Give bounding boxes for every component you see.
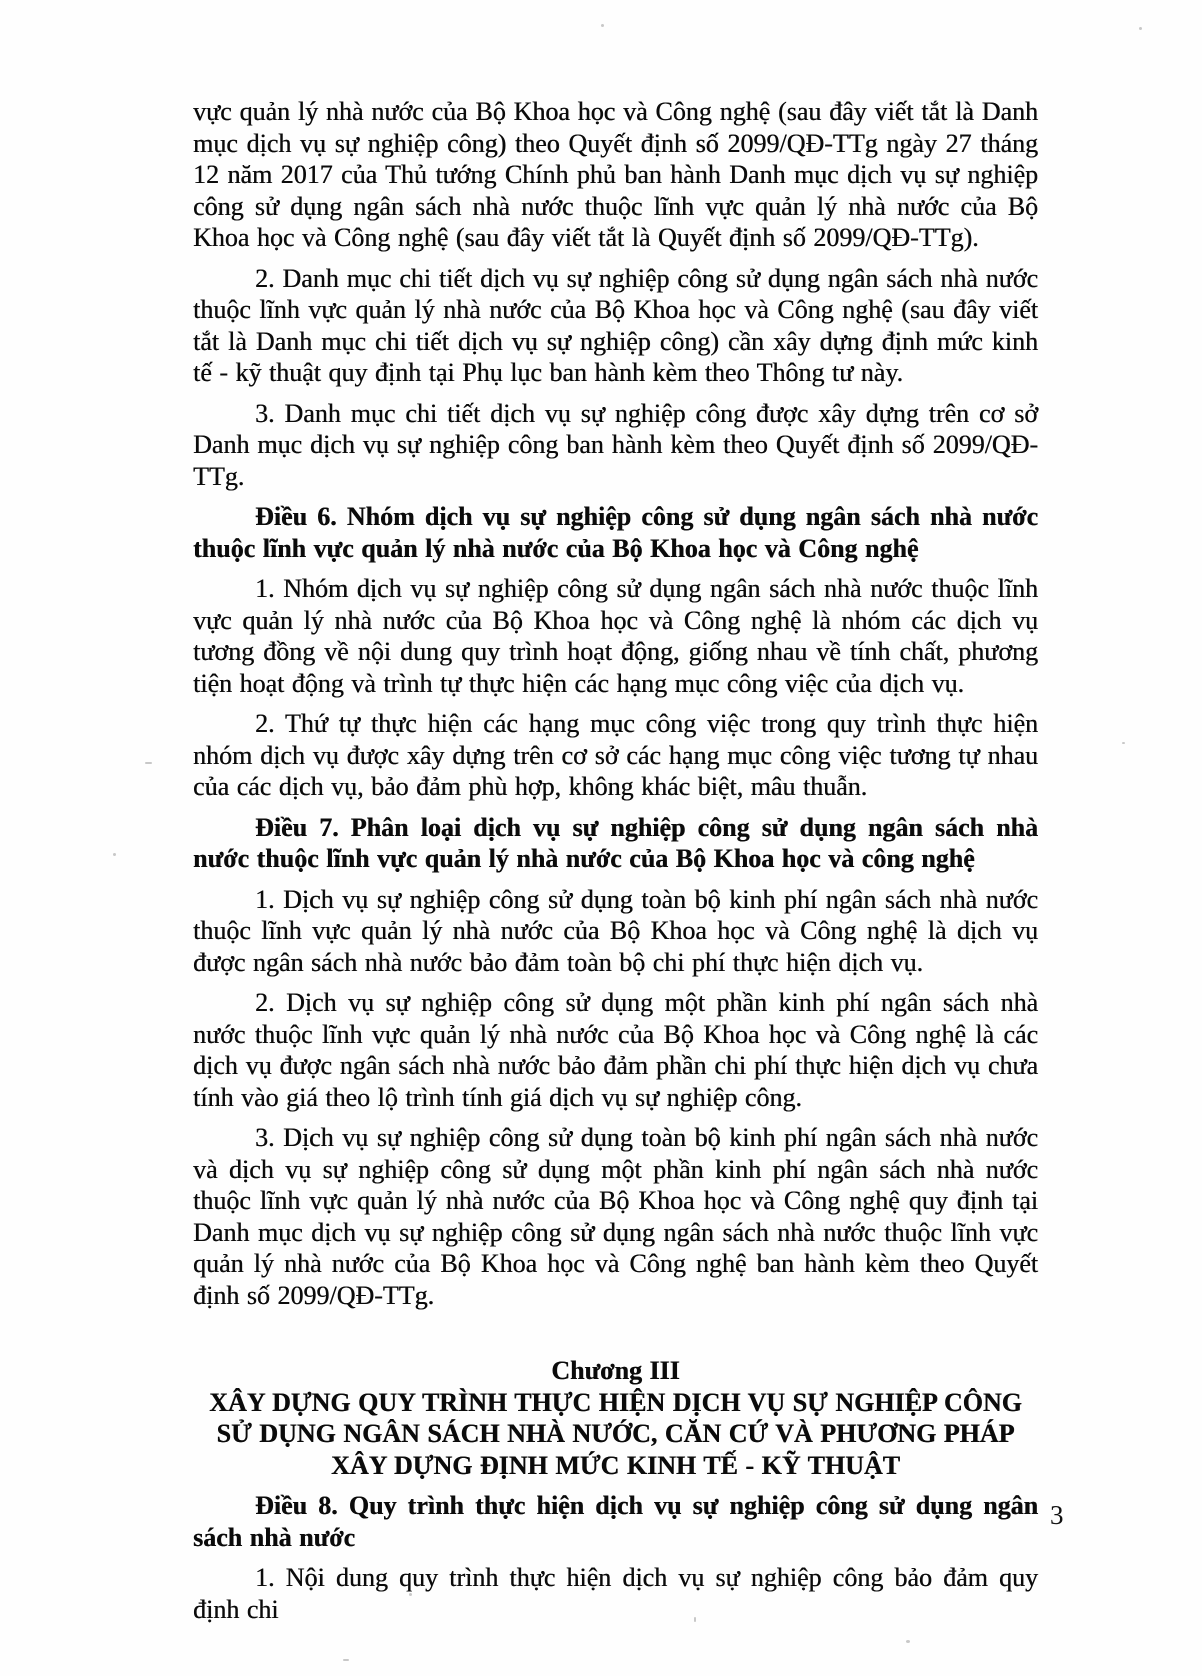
page-number: 3 — [1050, 1500, 1064, 1530]
scan-speck — [145, 762, 152, 764]
scan-speck — [1139, 27, 1142, 30]
article-7-clause-2: 2. Dịch vụ sự nghiệp công sử dụng một phần kinh phí ngân sách nhà nước thuộc lĩnh vực quản lý nhà nước của Bộ Khoa học và Công nghệ là các dịch vụ được ngân sách nhà nước bảo đảm phần chi phí thực hiện dịch vụ chưa tính vào giá theo lộ trình tính giá dịch vụ sự nghiệp công. — [193, 988, 1038, 1112]
scan-speck — [113, 853, 116, 856]
article-6-clause-2: 2. Thứ tự thực hiện các hạng mục công việc trong quy trình thực hiện nhóm dịch vụ được xây dựng trên cơ sở các hạng mục công việc tương tự nhau của các dịch vụ, bảo đảm phù hợp, không khác biệt, mâu thuẫn. — [193, 709, 1038, 801]
paragraph-item-2: 2. Danh mục chi tiết dịch vụ sự nghiệp công sử dụng ngân sách nhà nước thuộc lĩnh vực quản lý nhà nước của Bộ Khoa học và Công nghệ (sau đây viết tắt là Danh mục chi tiết dịch vụ sự nghiệp công) cần xây dựng định mức kinh tế - kỹ thuật quy định tại Phụ lục ban hành kèm theo Thông tư này. — [193, 263, 1038, 387]
scan-speck — [343, 1659, 349, 1661]
article-7-clause-1: 1. Dịch vụ sự nghiệp công sử dụng toàn bộ kinh phí ngân sách nhà nước thuộc lĩnh vực quản lý nhà nước của Bộ Khoa học và Công nghệ là dịch vụ được ngân sách nhà nước bảo đảm toàn bộ chi phí thực hiện dịch vụ. — [193, 884, 1038, 977]
chapter-3-title: XÂY DỰNG QUY TRÌNH THỰC HIỆN DỊCH VỤ SỰ NGHIỆP CÔNG SỬ DỤNG NGÂN SÁCH NHÀ NƯỚC, CĂN CỨ VÀ PHƯƠNG PHÁP XÂY DỰNG ĐỊNH MỨC KINH TẾ - KỸ THUẬT — [209, 1387, 1022, 1480]
document-text-block — [193, 96, 1038, 1634]
article-7-heading: Điều 7. Phân loại dịch vụ sự nghiệp công sử dụng ngân sách nhà nước thuộc lĩnh vực quản lý nhà nước của Bộ Khoa học và công nghệ — [193, 812, 1038, 873]
paragraph-item-3: 3. Danh mục chi tiết dịch vụ sự nghiệp công được xây dựng trên cơ sở Danh mục dịch vụ sự nghiệp công ban hành kèm theo Quyết định số 2099/QĐ-TTg. — [193, 398, 1038, 491]
paragraph-continuation: vực quản lý nhà nước của Bộ Khoa học và Công nghệ (sau đây viết tắt là Danh mục dịch vụ sự nghiệp công) theo Quyết định số 2099/QĐ-TTg ngày 27 tháng 12 năm 2017 của Thủ tướng Chính phủ ban hành Danh mục dịch vụ sự nghiệp công sử dụng ngân sách nhà nước thuộc lĩnh vực quản lý nhà nước của Bộ Khoa học và Công nghệ (sau đây viết tắt là Quyết định số 2099/QĐ-TTg). — [193, 97, 1038, 252]
article-6-heading: Điều 6. Nhóm dịch vụ sự nghiệp công sử dụng ngân sách nhà nước thuộc lĩnh vực quản lý nhà nước của Bộ Khoa học và Công nghệ — [193, 502, 1038, 563]
article-6-clause-1: 1. Nhóm dịch vụ sự nghiệp công sử dụng ngân sách nhà nước thuộc lĩnh vực quản lý nhà nước của Bộ Khoa học và Công nghệ là nhóm các dịch vụ tương đồng về nội dung quy trình hoạt động, giống nhau về tính chất, phương tiện hoạt động và trình tự thực hiện các hạng mục công việc của dịch vụ. — [193, 574, 1038, 698]
scan-speck — [906, 1640, 910, 1643]
chapter-3-label: Chương III — [551, 1356, 680, 1385]
scan-speck — [694, 1617, 696, 1622]
article-8-clause-1: 1. Nội dung quy trình thực hiện dịch vụ sự nghiệp công bảo đảm quy định chi — [193, 1563, 1038, 1624]
scan-speck — [409, 1593, 412, 1596]
article-7-clause-3: 3. Dịch vụ sự nghiệp công sử dụng toàn bộ kinh phí ngân sách nhà nước và dịch vụ sự nghiệp công sử dụng một phần kinh phí ngân sách nhà nước thuộc lĩnh vực quản lý nhà nước của Bộ Khoa học và Công nghệ quy định tại Danh mục dịch vụ sự nghiệp công sử dụng ngân sách nhà nước thuộc lĩnh vực quản lý nhà nước của Bộ Khoa học và Công nghệ ban hành kèm theo Quyết định số 2099/QĐ-TTg. — [193, 1123, 1038, 1310]
scan-speck — [1122, 742, 1125, 744]
scan-speck — [601, 24, 604, 27]
article-8-heading: Điều 8. Quy trình thực hiện dịch vụ sự nghiệp công sử dụng ngân sách nhà nước — [193, 1491, 1038, 1552]
